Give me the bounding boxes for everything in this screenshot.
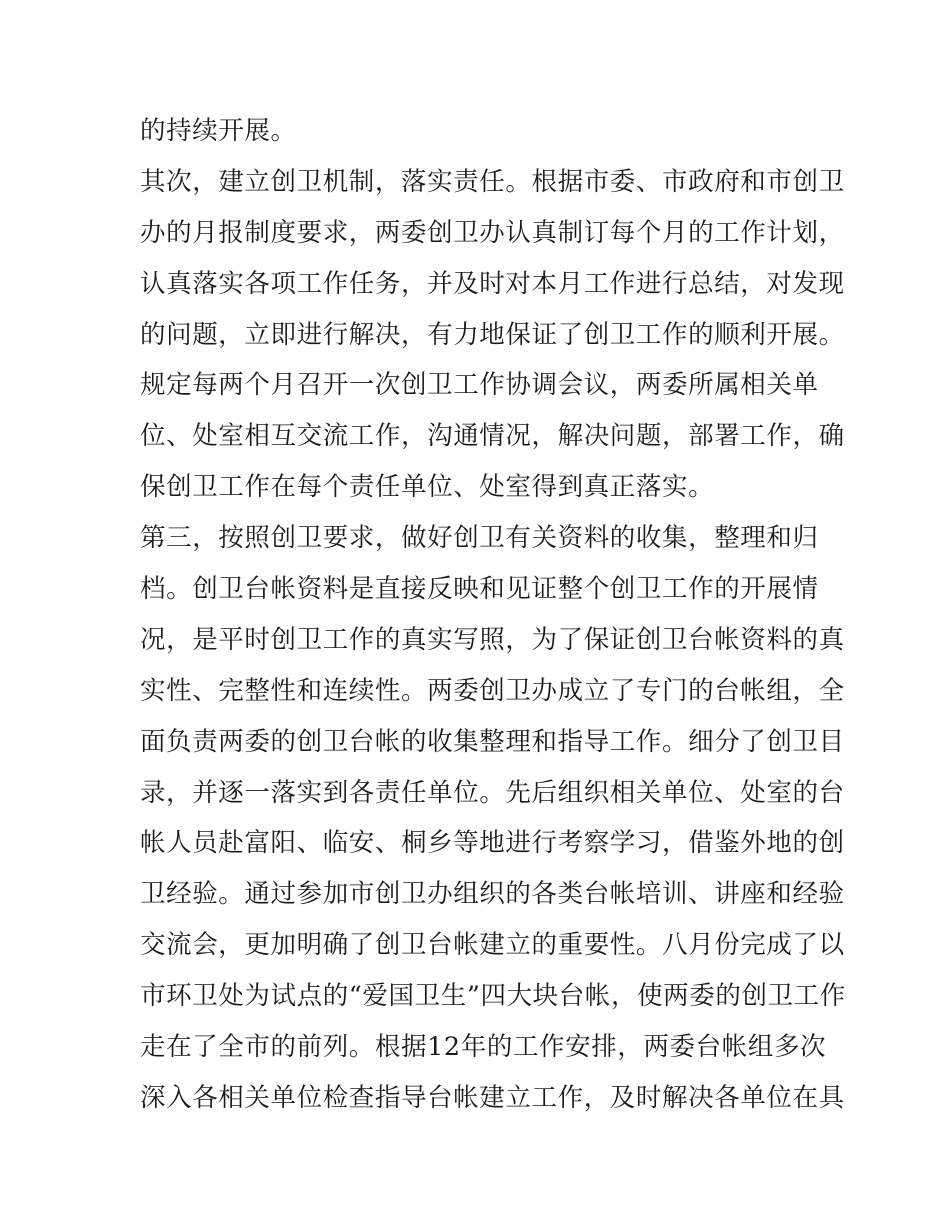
text-line: 市环卫处为试点的“爱国卫生”四大块台帐，使两委的创卫工作 [140, 981, 846, 1012]
text-line: 况，是平时创卫工作的真实写照，为了保证创卫台帐资料的真 [140, 624, 845, 655]
text-line: 录，并逐一落实到各责任单位。先后组织相关单位、处室的台 [140, 777, 845, 808]
text-line: 认真落实各项工作任务，并及时对本月工作进行总结，对发现 [140, 268, 845, 299]
text-line: 深入各相关单位检查指导台帐建立工作，及时解决各单位在具 [140, 1082, 845, 1113]
text-line: 保创卫工作在每个责任单位、处室得到真正落实。 [140, 472, 715, 503]
text-line: 实性、完整性和连续性。两委创卫办成立了专门的台帐组，全 [140, 675, 845, 706]
text-line: 交流会，更加明确了创卫台帐建立的重要性。八月份完成了以 [140, 930, 845, 961]
text-line: 位、处室相互交流工作，沟通情况，解决问题，部署工作，确 [140, 421, 845, 452]
text-line: 的问题，立即进行解决，有力地保证了创卫工作的顺利开展。 [140, 319, 845, 350]
text-line: 规定每两个月召开一次创卫工作协调会议，两委所属相关单 [140, 370, 819, 401]
text-line: 的持续开展。 [140, 116, 297, 146]
text-line: 卫经验。通过参加市创卫办组织的各类台帐培训、讲座和经验 [140, 879, 845, 910]
text-line: 办的月报制度要求，两委创卫办认真制订每个月的工作计划， [140, 217, 845, 248]
text-line: 帐人员赴富阳、临安、桐乡等地进行考察学习，借鉴外地的创 [140, 828, 845, 859]
text-line: 面负责两委的创卫台帐的收集整理和指导工作。细分了创卫目 [140, 726, 845, 757]
text-line: 第三，按照创卫要求，做好创卫有关资料的收集，整理和归 [140, 523, 819, 554]
body-text [140, 106, 846, 1124]
text-line: 其次，建立创卫机制，落实责任。根据市委、市政府和市创卫 [140, 166, 845, 197]
text-line: 档。创卫台帐资料是直接反映和见证整个创卫工作的开展情 [140, 574, 819, 605]
text-line: 走在了全市的前列。根据12年的工作安排，两委台帐组多次 [140, 1032, 827, 1063]
